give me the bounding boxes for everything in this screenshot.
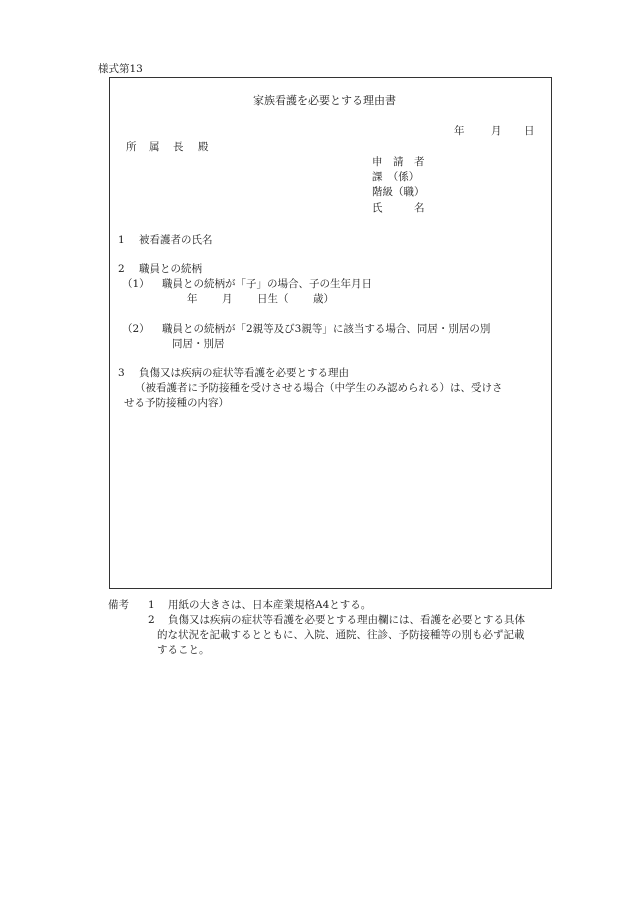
- item2-sub2-label: 職員との続柄が「2親等及び3親等」に該当する場合、同居・別居の別: [162, 323, 491, 335]
- item2-sub2-number: （2）: [122, 323, 150, 335]
- form-number: 様式第13: [98, 63, 143, 75]
- birth-year: 年: [187, 293, 198, 305]
- remarks-label: 備考: [108, 599, 129, 611]
- remark-1-number: 1: [148, 599, 155, 611]
- remark-2-text-line-1: 負傷又は疾病の症状等看護を必要とする理由欄には、看護を必要とする具体: [168, 614, 525, 626]
- item1-number: 1: [118, 234, 125, 246]
- date-month: 月: [491, 125, 502, 137]
- item2-sub1-number: （1）: [122, 278, 150, 290]
- remark-1-text: 用紙の大きさは、日本産業規格A4とする。: [168, 599, 372, 611]
- addressee-char-2: 属: [149, 141, 160, 153]
- item3-note-line-2: せる予防接種の内容）: [124, 397, 229, 409]
- item1-label: 被看護者の氏名: [139, 234, 213, 246]
- remark-2-text-line-3: すること。: [157, 644, 210, 656]
- date-day: 日: [524, 125, 535, 137]
- item3-number: 3: [118, 367, 125, 379]
- date-year: 年: [454, 125, 465, 137]
- applicant-label: 申 請 者: [372, 156, 425, 168]
- addressee-char-4: 殿: [198, 141, 209, 153]
- item2-sub1-label: 職員との続柄が「子」の場合、子の生年月日: [162, 278, 372, 290]
- birth-month: 月: [222, 293, 233, 305]
- addressee-char-3: 長: [173, 141, 184, 153]
- item2-sub2-options: 同居・別居: [172, 338, 225, 350]
- applicant-section: 課 （係）: [372, 171, 420, 183]
- item3-note-line-1: （被看護者に予防接種を受けさせる場合（中学生のみ認められる）は、受けさ: [135, 382, 503, 394]
- item2-number: 2: [118, 263, 125, 275]
- birth-day: 日生（: [257, 293, 289, 305]
- applicant-name: 氏 名: [372, 202, 425, 214]
- item3-label: 負傷又は疾病の症状等看護を必要とする理由: [139, 367, 349, 379]
- document-title: 家族看護を必要とする理由書: [253, 94, 396, 107]
- item2-label: 職員との続柄: [139, 263, 202, 275]
- remark-2-number: 2: [148, 614, 155, 626]
- applicant-rank: 階級（職）: [372, 186, 425, 198]
- birth-age: 歳）: [313, 293, 334, 305]
- remark-2-text-line-2: 的な状況を記載するとともに、入院、通院、往診、予防接種等の別も必ず記載: [157, 629, 525, 641]
- addressee-char-1: 所: [126, 141, 137, 153]
